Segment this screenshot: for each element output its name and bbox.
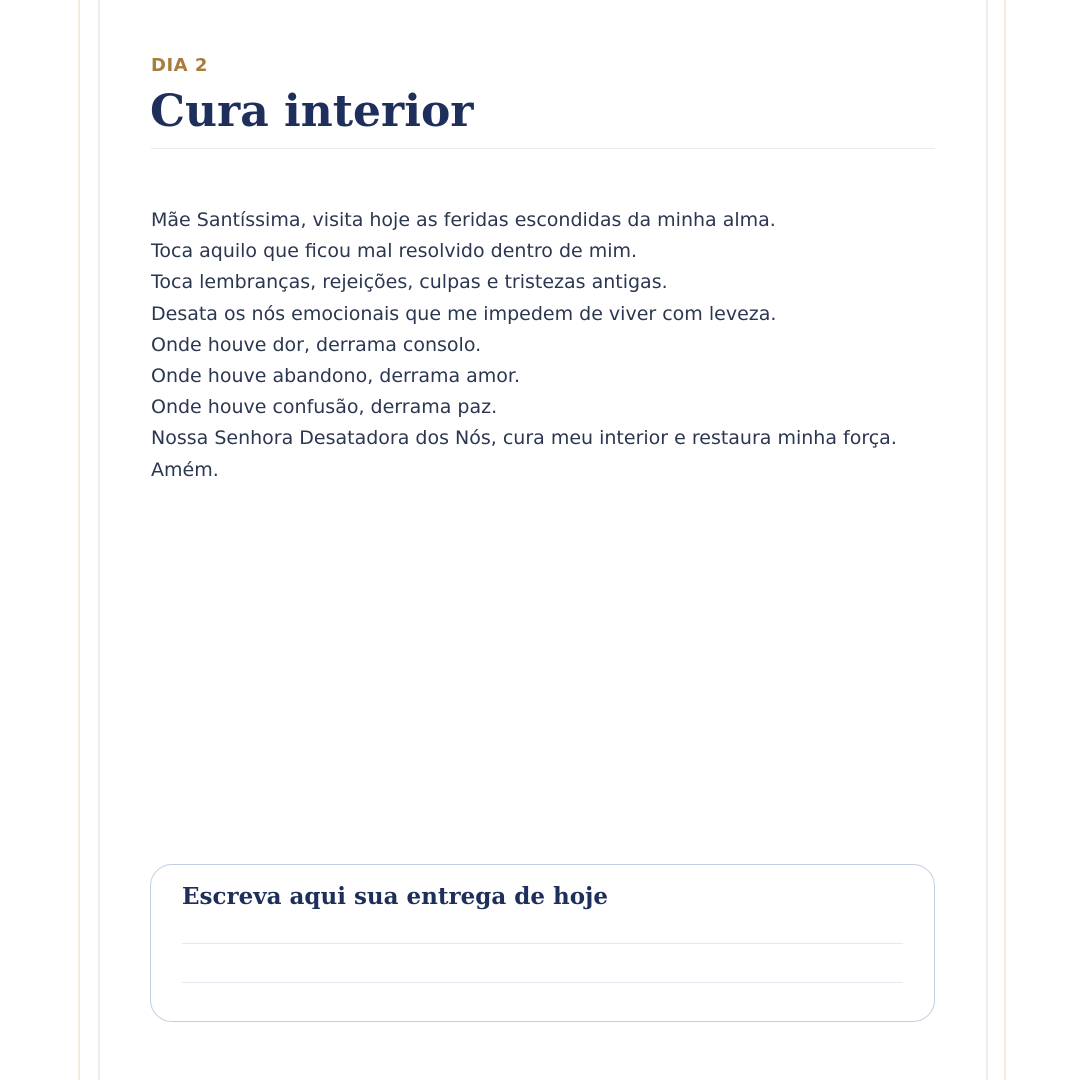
prayer-text	[151, 205, 931, 486]
prayer-line: Mãe Santíssima, visita hoje as feridas escondidas da minha alma.	[151, 209, 776, 231]
day-label: DIA 2	[151, 55, 208, 76]
prayer-line: Toca aquilo que ficou mal resolvido dentro de mim.	[151, 240, 638, 263]
journal-card[interactable]	[150, 864, 935, 1022]
journal-title: Escreva aqui sua entrega de hoje	[182, 883, 609, 910]
journal-writing-line[interactable]	[182, 943, 903, 944]
journal-writing-line[interactable]	[182, 982, 903, 983]
page-title: Cura interior	[150, 86, 474, 137]
prayer-line: Onde houve dor, derrama consolo.	[151, 333, 482, 356]
prayer-line: Toca lembranças, rejeições, culpas e tristezas antigas.	[151, 271, 668, 294]
prayer-line: Nossa Senhora Desatadora dos Nós, cura meu interior e restaura minha força.	[151, 427, 897, 450]
prayer-line: Desata os nós emocionais que me impedem de viver com leveza.	[151, 302, 777, 325]
prayer-line: Onde houve abandono, derrama amor.	[151, 365, 521, 388]
title-divider	[151, 148, 935, 149]
prayer-line: Amém.	[151, 458, 219, 481]
prayer-line: Onde houve confusão, derrama paz.	[151, 396, 498, 419]
